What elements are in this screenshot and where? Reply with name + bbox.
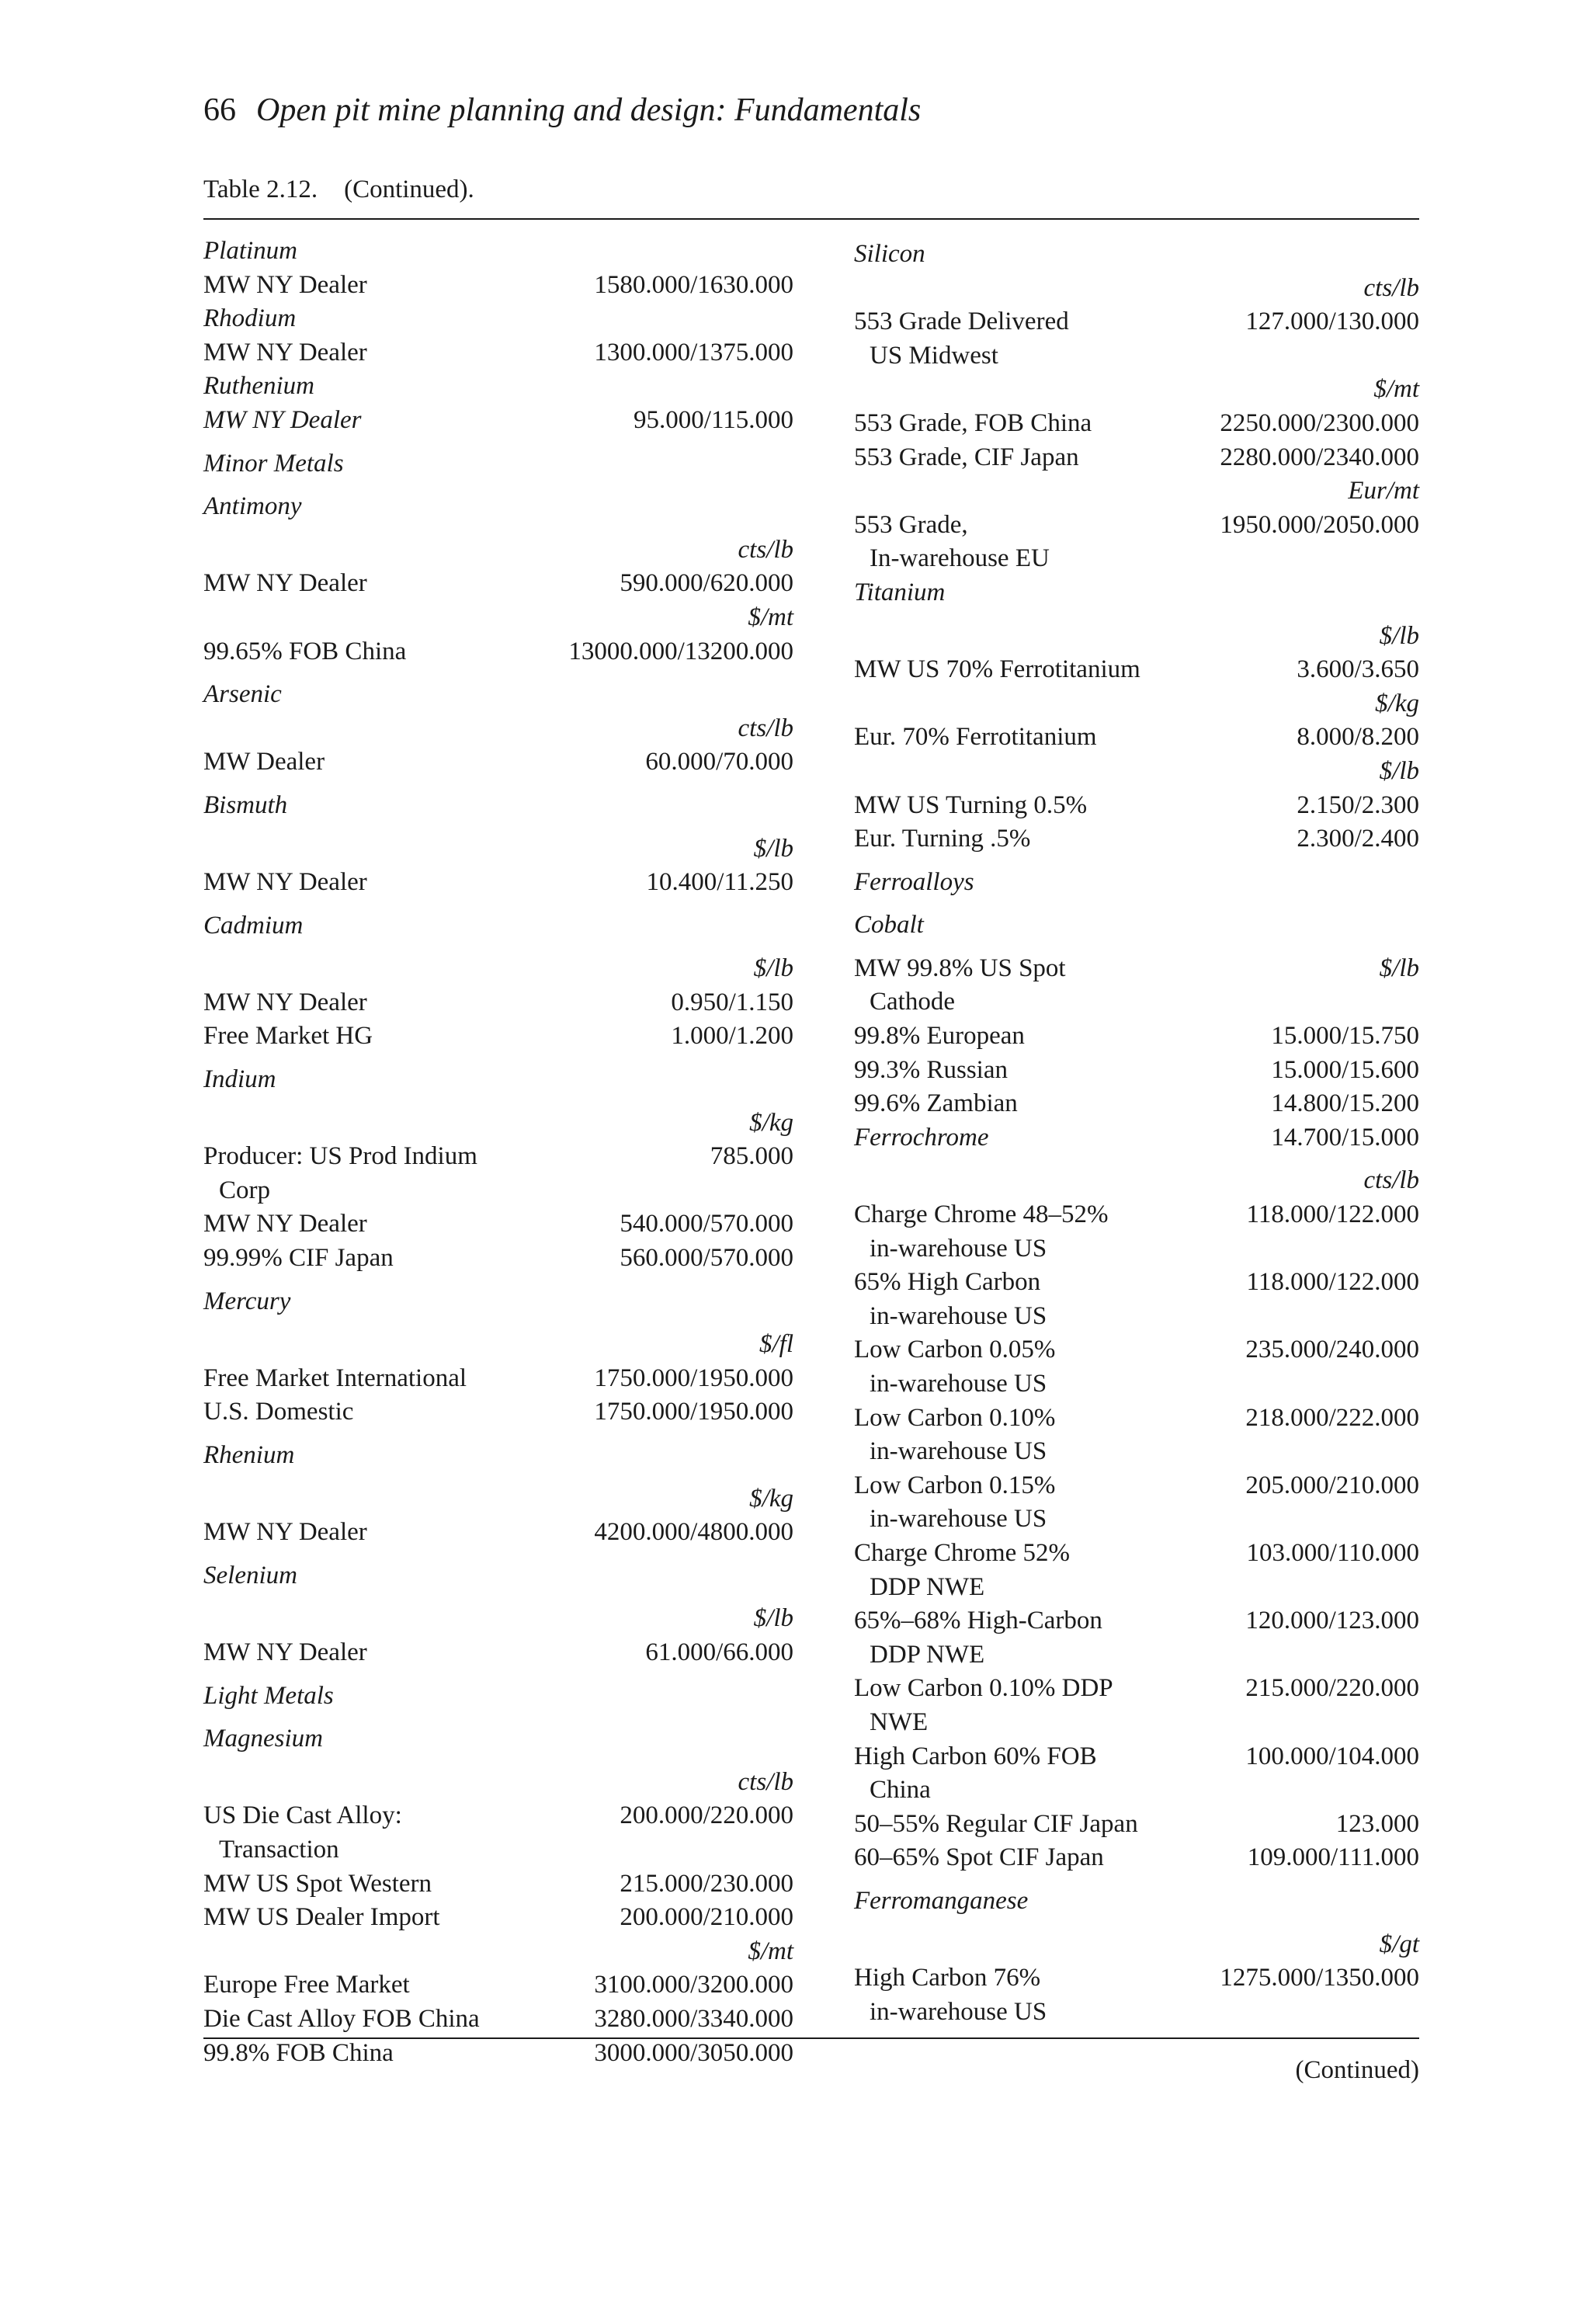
table-row	[854, 1333, 1419, 1401]
row-label: Free Market International	[203, 1363, 467, 1392]
section-heading: Arsenic	[203, 680, 282, 709]
table-row	[854, 1020, 1419, 1054]
table-row	[203, 1968, 793, 2003]
row-label-continuation: China	[870, 1776, 931, 1805]
row-value: 109.000/111.000	[1247, 1843, 1419, 1872]
table-row	[203, 2037, 793, 2071]
row-label: 99.8% FOB China	[203, 2038, 394, 2067]
table-top-rule	[203, 218, 1419, 220]
table-row	[203, 866, 793, 900]
row-value: 2.150/2.300	[1297, 790, 1419, 819]
section-heading: Indium	[203, 1065, 276, 1094]
row-label: 65% High Carbon	[854, 1268, 1041, 1297]
row-value: 2.300/2.400	[1297, 825, 1419, 853]
row-label: 553 Grade,	[854, 510, 968, 539]
unit-label: $/lb	[753, 1604, 793, 1633]
table-row	[203, 986, 793, 1020]
row-value: 215.000/220.000	[1245, 1674, 1419, 1703]
table-caption-label: Table 2.12.	[203, 175, 318, 203]
section-heading: Rhenium	[203, 1441, 295, 1469]
row-label-continuation: in-warehouse US	[870, 1370, 1047, 1398]
row-label: MW NY Dealer	[203, 569, 367, 598]
row-label: 60–65% Spot CIF Japan	[854, 1843, 1104, 1872]
row-label: MW US Spot Western	[203, 1869, 432, 1898]
table-row	[854, 1740, 1419, 1808]
unit-label: $/mt	[748, 1937, 793, 1965]
table-row	[854, 1604, 1419, 1672]
row-label-continuation: DDP NWE	[870, 1572, 985, 1601]
table-row	[854, 653, 1419, 687]
row-value: 205.000/210.000	[1245, 1471, 1419, 1499]
row-label-continuation: US Midwest	[870, 341, 998, 370]
row-label: 65%–68% High-Carbon	[854, 1607, 1102, 1635]
table-row	[854, 509, 1419, 576]
table-row	[203, 404, 793, 438]
section-heading: Titanium	[854, 578, 946, 606]
row-label: Europe Free Market	[203, 1971, 410, 1999]
row-label: Die Cast Alloy FOB China	[203, 2004, 480, 2033]
running-header	[203, 92, 921, 129]
table-row	[203, 1636, 793, 1670]
row-value: 15.000/15.600	[1271, 1055, 1419, 1084]
table-row	[203, 1242, 793, 1276]
section-heading: Silicon	[854, 240, 925, 268]
section-heading: Mercury	[203, 1287, 291, 1315]
row-label: MW US 70% Ferrotitanium	[854, 655, 1140, 684]
row-label: 99.99% CIF Japan	[203, 1244, 394, 1273]
row-value: 100.000/104.000	[1245, 1742, 1419, 1770]
row-value: 215.000/230.000	[620, 1869, 793, 1898]
row-value: 218.000/222.000	[1245, 1403, 1419, 1432]
section-heading: Platinum	[203, 237, 297, 265]
row-value: 103.000/110.000	[1246, 1538, 1419, 1567]
table-row	[854, 441, 1419, 475]
row-label-continuation: NWE	[870, 1707, 929, 1736]
row-label: MW NY Dealer	[203, 1518, 367, 1547]
unit-label: $/lb	[1379, 621, 1419, 650]
row-label: MW NY Dealer	[203, 1638, 367, 1666]
row-value: 1950.000/2050.000	[1220, 510, 1419, 539]
table-row	[203, 1516, 793, 1550]
row-label: U.S. Domestic	[203, 1398, 354, 1426]
table-row	[854, 1672, 1419, 1739]
unit-label: $/mt	[748, 603, 793, 631]
row-value: 60.000/70.000	[645, 748, 793, 776]
row-value: 4200.000/4800.000	[594, 1518, 793, 1547]
row-label: High Carbon 76%	[854, 1964, 1041, 1992]
row-label-continuation: in-warehouse US	[870, 1437, 1047, 1466]
row-label: Low Carbon 0.10% DDP	[854, 1674, 1113, 1703]
unit-label: cts/lb	[738, 535, 793, 564]
row-label-continuation: Transaction	[219, 1835, 339, 1864]
right-column	[854, 238, 1419, 2029]
unit-label: $/kg	[1375, 689, 1419, 717]
unit-label: cts/lb	[1363, 273, 1419, 302]
table-row	[854, 1402, 1419, 1469]
table-caption	[203, 175, 474, 204]
page-number: 66	[203, 92, 236, 128]
table-row	[854, 407, 1419, 441]
book-title: Open pit mine planning and design	[256, 92, 716, 128]
section-heading: Cobalt	[854, 911, 924, 940]
row-label: 553 Grade, FOB China	[854, 408, 1092, 437]
section-heading: Bismuth	[203, 790, 288, 819]
row-value: 14.700/15.000	[1271, 1123, 1419, 1152]
table-row	[203, 2003, 793, 2037]
table-row	[203, 567, 793, 601]
row-value: 235.000/240.000	[1245, 1336, 1419, 1364]
row-label: Eur. 70% Ferrotitanium	[854, 723, 1097, 752]
row-value: 1300.000/1375.000	[594, 338, 793, 366]
table-row	[203, 1901, 793, 1935]
row-value: 785.000	[710, 1142, 793, 1171]
row-label: MW US Turning 0.5%	[854, 790, 1088, 819]
row-value: 200.000/210.000	[620, 1903, 793, 1932]
row-label: MW NY Dealer	[203, 405, 362, 434]
unit-label: cts/lb	[1363, 1166, 1419, 1195]
unit-label: $/kg	[749, 1108, 793, 1137]
table-row	[854, 1537, 1419, 1604]
unit-label: cts/lb	[738, 1767, 793, 1796]
row-label: 99.8% European	[854, 1022, 1025, 1051]
row-value: 8.000/8.200	[1297, 723, 1419, 752]
table-caption-text: (Continued).	[344, 175, 474, 203]
section-heading: Ferroalloys	[854, 867, 974, 896]
row-value: 118.000/122.000	[1246, 1268, 1419, 1297]
row-label: MW NY Dealer	[203, 338, 367, 366]
row-value: 123.000	[1335, 1809, 1419, 1838]
row-value: 200.000/220.000	[620, 1801, 793, 1830]
row-value: 1275.000/1350.000	[1220, 1964, 1419, 1992]
row-label-continuation: in-warehouse US	[870, 1505, 1047, 1534]
section-heading: Ferrochrome	[854, 1123, 989, 1152]
row-label-continuation: in-warehouse US	[870, 1301, 1047, 1330]
row-value: 1.000/1.200	[671, 1022, 793, 1051]
table-row	[854, 1266, 1419, 1333]
table-row	[854, 305, 1419, 373]
row-label: MW NY Dealer	[203, 1210, 367, 1238]
section-heading: Minor Metals	[203, 449, 344, 478]
table-row	[854, 1469, 1419, 1537]
row-value: 118.000/122.000	[1246, 1200, 1419, 1229]
row-label: Charge Chrome 52%	[854, 1538, 1071, 1567]
table-row	[203, 745, 793, 780]
table-row	[854, 952, 1419, 1020]
section-heading: Selenium	[203, 1561, 297, 1589]
table-row	[854, 789, 1419, 823]
unit-label: $/gt	[1379, 1930, 1419, 1958]
table-row	[854, 1961, 1419, 2029]
row-value: 13000.000/13200.000	[568, 637, 793, 665]
row-label-continuation: Cathode	[870, 988, 955, 1016]
table-row	[203, 1799, 793, 1867]
row-label: Producer: US Prod Indium	[203, 1142, 477, 1171]
row-label: Low Carbon 0.05%	[854, 1336, 1056, 1364]
unit-label: $/kg	[749, 1484, 793, 1513]
row-label: US Die Cast Alloy:	[203, 1801, 402, 1830]
row-label-continuation: in-warehouse US	[870, 1234, 1047, 1263]
section-heading: Rhodium	[203, 304, 297, 333]
row-label: 99.6% Zambian	[854, 1089, 1018, 1118]
row-value: 540.000/570.000	[620, 1210, 793, 1238]
row-value: 61.000/66.000	[645, 1638, 793, 1666]
row-label: Low Carbon 0.15%	[854, 1471, 1056, 1499]
row-label: MW US Dealer Import	[203, 1903, 440, 1932]
row-value: 1580.000/1630.000	[594, 270, 793, 299]
row-value: 3100.000/3200.000	[594, 1971, 793, 1999]
row-label: 99.65% FOB China	[203, 637, 407, 665]
table-row	[203, 1020, 793, 1054]
row-label: 553 Grade Delivered	[854, 307, 1069, 336]
row-value: 560.000/570.000	[620, 1244, 793, 1273]
row-value: 1750.000/1950.000	[594, 1363, 793, 1392]
row-label-continuation: In-warehouse EU	[870, 544, 1050, 573]
table-row	[854, 721, 1419, 755]
table-row	[854, 1841, 1419, 1875]
row-value: 14.800/15.200	[1271, 1089, 1419, 1118]
table-row	[203, 269, 793, 303]
table-row	[203, 635, 793, 669]
unit-label: $/lb	[753, 954, 793, 983]
row-label: MW NY Dealer	[203, 988, 367, 1016]
table-row	[203, 336, 793, 370]
row-label: Low Carbon 0.10%	[854, 1403, 1056, 1432]
table-row	[203, 1867, 793, 1902]
row-label: MW NY Dealer	[203, 868, 367, 897]
left-column	[203, 234, 793, 2070]
row-value: 120.000/123.000	[1245, 1607, 1419, 1635]
table-row	[203, 1207, 793, 1242]
unit-label: cts/lb	[738, 714, 793, 742]
row-label: High Carbon 60% FOB	[854, 1742, 1097, 1770]
row-label: Charge Chrome 48–52%	[854, 1200, 1109, 1229]
row-value: 1750.000/1950.000	[594, 1398, 793, 1426]
row-label-continuation: Corp	[219, 1176, 270, 1204]
table-row	[854, 1808, 1419, 1842]
row-value: 2280.000/2340.000	[1220, 443, 1419, 471]
table-row	[203, 1395, 793, 1429]
row-value: 15.000/15.750	[1271, 1022, 1419, 1051]
table-row	[854, 822, 1419, 856]
section-heading: Magnesium	[203, 1725, 323, 1753]
row-label: 553 Grade, CIF Japan	[854, 443, 1079, 471]
row-label-continuation: in-warehouse US	[870, 1997, 1047, 2026]
section-heading: Cadmium	[203, 911, 304, 940]
continued-note: (Continued)	[1295, 2056, 1419, 2084]
row-label: MW 99.8% US Spot	[854, 954, 1066, 982]
table-row	[854, 1198, 1419, 1266]
row-label: MW NY Dealer	[203, 270, 367, 299]
row-label-continuation: DDP NWE	[870, 1640, 985, 1669]
unit-label: $/mt	[1373, 375, 1419, 404]
unit-label: $/fl	[759, 1330, 793, 1359]
row-label: MW Dealer	[203, 748, 325, 776]
row-value: 590.000/620.000	[620, 569, 793, 598]
row-value: 10.400/11.250	[646, 868, 793, 897]
unit-label: Eur/mt	[1348, 477, 1419, 505]
row-value: 3280.000/3340.000	[594, 2004, 793, 2033]
section-heading: Ferromanganese	[854, 1886, 1029, 1915]
section-heading: Ruthenium	[203, 372, 314, 401]
row-value: 127.000/130.000	[1245, 307, 1419, 336]
row-label: 50–55% Regular CIF Japan	[854, 1809, 1138, 1838]
row-value: 0.950/1.150	[671, 988, 793, 1016]
row-value: $/lb	[1379, 954, 1419, 982]
section-heading: Antimony	[203, 492, 302, 521]
unit-label: $/lb	[753, 834, 793, 863]
row-label: Free Market HG	[203, 1022, 373, 1051]
section-heading: Light Metals	[203, 1681, 334, 1710]
row-label: 99.3% Russian	[854, 1055, 1008, 1084]
table-bottom-rule	[203, 2037, 1419, 2039]
row-value: 3000.000/3050.000	[594, 2038, 793, 2067]
book-title-suffix: : Fundamentals	[715, 92, 922, 128]
table-row	[854, 1087, 1419, 1121]
table-row	[203, 1362, 793, 1396]
row-value: 3.600/3.650	[1297, 655, 1419, 684]
table-row	[854, 1054, 1419, 1088]
unit-label: $/lb	[1379, 756, 1419, 785]
row-label: Eur. Turning .5%	[854, 825, 1031, 853]
row-value: 95.000/115.000	[634, 405, 793, 434]
table-row	[203, 1140, 793, 1207]
row-value: 2250.000/2300.000	[1220, 408, 1419, 437]
